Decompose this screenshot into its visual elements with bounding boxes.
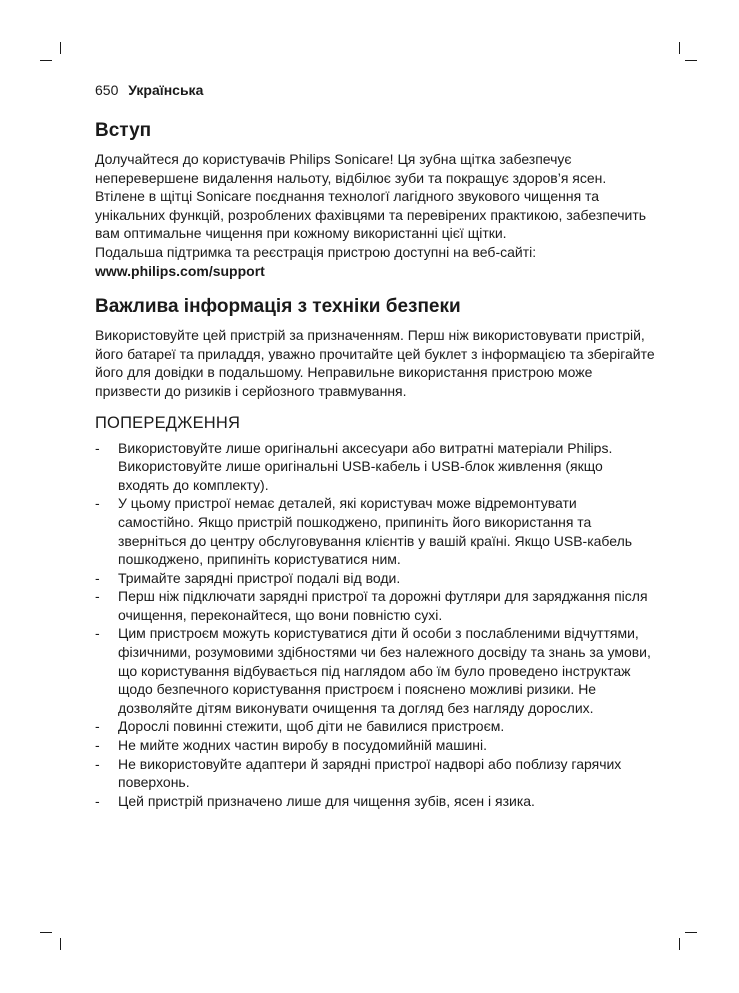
bullet-dash: - — [95, 718, 100, 735]
crop-mark — [60, 42, 61, 54]
list-item-text: Не мийте жодних частин виробу в посудомийній машині. — [118, 737, 487, 754]
list-item — [95, 717, 655, 736]
list-item-text: Дорослі повинні стежити, щоб діти не бавилися пристроєм. — [118, 718, 505, 735]
page-header — [95, 82, 203, 98]
list-item-text: Використовуйте лише оригінальні аксесуари або витратні матеріали Philips. Використовуйте лише оригінальні USB-кабель і USB-блок живлення (якщо входять до комплекту). — [118, 439, 613, 493]
list-item-text: У цьому пристрої немає деталей, які користувач може відремонтувати самостійно. Якщо пристрій пошкоджено, припиніть його використання та зверніться до центру обслуговування клієнтів у вашій країні. Якщо USB-кабель пошкоджено, припиніть користуватися ним. — [118, 495, 633, 568]
list-item — [95, 736, 655, 755]
intro-title: Вступ — [95, 120, 152, 141]
list-item-text: Цей пристрій призначено лише для чищення зубів, ясен і язика. — [118, 792, 535, 809]
bullet-dash: - — [95, 569, 100, 586]
list-item — [95, 792, 655, 811]
support-text: Подальша підтримка та реєстрація пристрою доступні на веб-сайті: — [95, 243, 537, 260]
warnings-section — [95, 411, 655, 811]
crop-mark — [685, 60, 697, 61]
intro-section — [95, 118, 655, 280]
list-item — [95, 494, 655, 568]
list-item — [95, 439, 655, 495]
list-item-text: Тримайте зарядні пристрої подалі від води. — [118, 569, 401, 586]
list-item — [95, 755, 655, 792]
list-item-text: Перш ніж підключати зарядні пристрої та дорожні футляри для заряджання після очищення, переконайтеся, що вони повністю сухі. — [118, 588, 648, 623]
bullet-dash: - — [95, 588, 100, 605]
safety-title: Важлива інформація з техніки безпеки — [95, 296, 461, 318]
crop-mark — [679, 938, 680, 950]
bullet-dash: - — [95, 625, 100, 642]
bullet-dash: - — [95, 792, 100, 809]
crop-mark — [679, 42, 680, 54]
bullet-dash: - — [95, 737, 100, 754]
crop-mark — [40, 60, 52, 61]
intro-text: Долучайтеся до користувачів Philips Sonicare! Ця зубна щітка забезпечує неперевершене видалення нальоту, відбілює зуби та покращує здоров’я ясен. Втілене в щітці Sonicare поєднання технологї лагідного звукового чищення та унікальних функцій, розроблених фахівцями та перевірених практикою, забезпечить вам оптимальне чищення при кожному використанні цієї щітки. — [95, 151, 647, 242]
crop-mark — [40, 932, 52, 933]
list-item — [95, 587, 655, 624]
safety-text: Використовуйте цей пристрій за призначенням. Перш ніж використовувати пристрій, його батареї та приладдя, уважно прочитайте цей буклет з інформацією та зберігайте його для довідки в подальшому. Неправильне використання пристрою може призвести до ризиків і серйозного травмування. — [95, 327, 655, 399]
bullet-dash: - — [95, 755, 100, 772]
crop-mark — [60, 938, 61, 950]
warnings-title: ПОПЕРЕДЖЕННЯ — [95, 413, 241, 432]
list-item-text: Цим пристроєм можуть користуватися діти й особи з послабленими відчуттями, фізичними, розумовими здібностями чи без належного досвіду та знань за умови, що користування відбувається під наглядом або їм було проведено інструктаж щодо безпечного користування пристроєм і пояснено можливі ризики. Не дозволяйте дітям виконувати очищення та догляд без нагляду дорослих. — [118, 625, 651, 716]
list-item — [95, 569, 655, 588]
list-item — [95, 624, 655, 717]
support-link[interactable]: www.philips.com/support — [95, 262, 265, 279]
safety-section — [95, 294, 655, 400]
page-number: 650 — [95, 82, 119, 98]
bullet-dash: - — [95, 495, 100, 512]
bullet-dash: - — [95, 439, 100, 456]
warnings-list — [95, 439, 655, 811]
list-item-text: Не використовуйте адаптери й зарядні пристрої надворі або поблизу гарячих поверхонь. — [118, 755, 622, 791]
document-body — [95, 118, 655, 810]
crop-mark — [685, 932, 697, 933]
page-language: Українська — [128, 82, 204, 98]
